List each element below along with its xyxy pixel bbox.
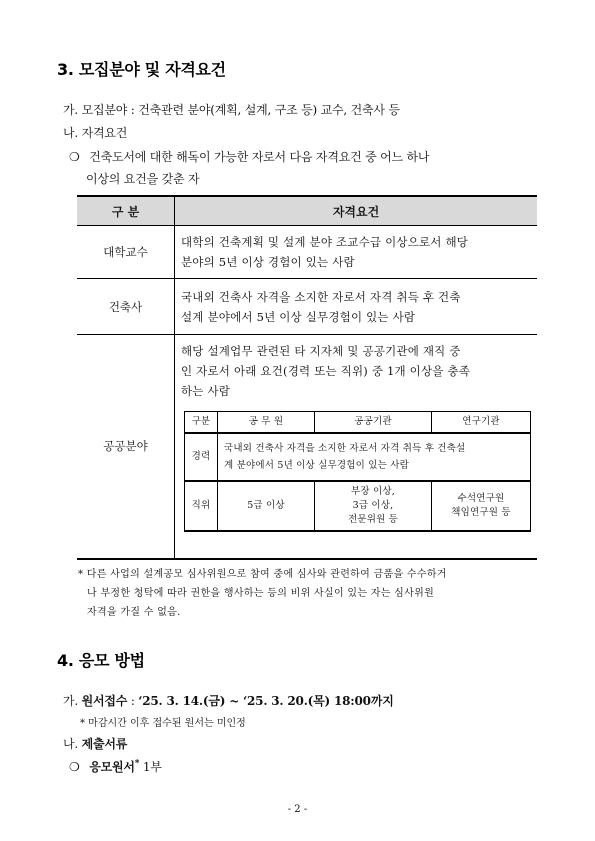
public-line1: 해당 설계업무 관련된 타 지자체 및 공공기관에 재직 중 [181,344,461,358]
table-row [77,335,537,559]
public-line3: 하는 사람 [181,384,231,398]
row-label-architect: 건축사 [77,279,175,335]
position-public-line2: 3급 이상, [352,500,394,511]
sub-career-text [218,433,531,481]
sub-position-public [315,481,432,531]
row-text-public [175,335,538,559]
table-row [77,226,537,279]
position-research-line1: 수석연구원 [457,493,505,504]
deadline-note: * 마감시간 이후 접수된 원서는 미인정 [80,718,246,729]
disqualification-note [78,565,447,622]
sub-header-category: 구분 [185,412,218,434]
bullet-text-line2: 이상의 요건을 갖춘 자 [86,172,200,186]
career-line1: 국내외 건축사 자격을 소지한 자로서 자격 취득 후 건축설 [224,443,466,454]
sub-position-civil: 5급 이상 [218,481,315,531]
item-prefix-na: 나. [63,737,82,751]
note-line3: 자격을 가질 수 없음. [87,607,181,618]
row-label-public: 공공분야 [77,335,175,559]
application-period-line [63,692,394,709]
separator: : [127,694,139,708]
footnote-mark: * [134,759,140,769]
row-text-architect [175,279,538,335]
sub-header-public: 공공기관 [315,412,432,434]
section-4-title: 4. 응모 방법 [57,651,145,670]
professor-line1: 대학의 건축계획 및 설계 분야 조교수급 이상으로서 해당 [181,235,469,249]
table-row [77,279,537,335]
table-header-row [77,196,537,226]
bullet-text-line1: 건축도서에 대한 해독이 가능한 자로서 다음 자격요건 중 어느 하나 [89,150,430,164]
documents-label: 제출서류 [81,737,128,751]
row-text-professor [175,226,538,279]
recruit-field-line: 가. 모집분야 : 건축관련 분야(계획, 설계, 구조 등) 교수, 건축사 등 [63,103,400,117]
note-line1: * 다른 사업의 설계공모 심사위원으로 참여 중에 심사와 관련하여 금품을 수수하거 [78,569,447,580]
qualification-heading: 나. 자격요건 [63,126,128,140]
section-3-title: 3. 모집분야 및 자격요건 [57,60,226,79]
public-sub-table [184,411,531,532]
sub-career-row [185,433,531,481]
circle-bullet-icon: ❍ [69,150,80,164]
document-item [69,758,162,775]
sub-header-row [185,412,531,434]
position-public-line3: 전문위원 등 [347,514,399,525]
item-prefix-ga: 가. [63,694,82,708]
circle-bullet-icon: ❍ [69,760,80,774]
row-label-professor: 대학교수 [77,226,175,279]
career-line2: 계 분야에서 5년 이상 실무경험이 있는 사람 [224,460,409,471]
application-form-label: 응모원서 [89,760,135,774]
documents-line [63,735,127,752]
header-category: 구 분 [77,196,175,226]
header-requirement: 자격요건 [175,196,538,226]
document-count: 1부 [139,760,162,774]
application-label: 원서접수 [81,694,128,708]
sub-header-research: 연구기관 [432,412,531,434]
architect-line2: 설계 분야에서 5년 이상 실무경험이 있는 사람 [181,309,416,324]
qualification-bullet [69,148,429,165]
position-public-line1: 부장 이상, [351,486,395,497]
professor-line2: 분야의 5년 이상 경험이 있는 사람 [181,255,355,269]
qualification-table [77,195,537,560]
public-line2: 인 자로서 아래 요건(경력 또는 직위) 중 1개 이상을 충족 [181,364,471,378]
position-research-line2: 책임연구원 등 [451,507,511,518]
sub-position-row [185,481,531,531]
sub-career-label: 경력 [185,433,218,481]
application-period: ‘25. 3. 14.(금) ~ ‘25. 3. 20.(목) 18:00까지 [138,694,394,708]
page-number: - 2 - [287,804,308,815]
note-line2: 나 부정한 청탁에 따라 권한을 행사하는 등의 비위 사실이 있는 자는 심사위원 [87,588,435,599]
sub-position-label: 직위 [185,481,218,531]
sub-header-civil: 공 무 원 [218,412,315,434]
sub-position-research [432,481,531,531]
architect-line1: 국내외 건축사 자격을 소지한 자로서 자격 취득 후 건축 [181,289,461,304]
